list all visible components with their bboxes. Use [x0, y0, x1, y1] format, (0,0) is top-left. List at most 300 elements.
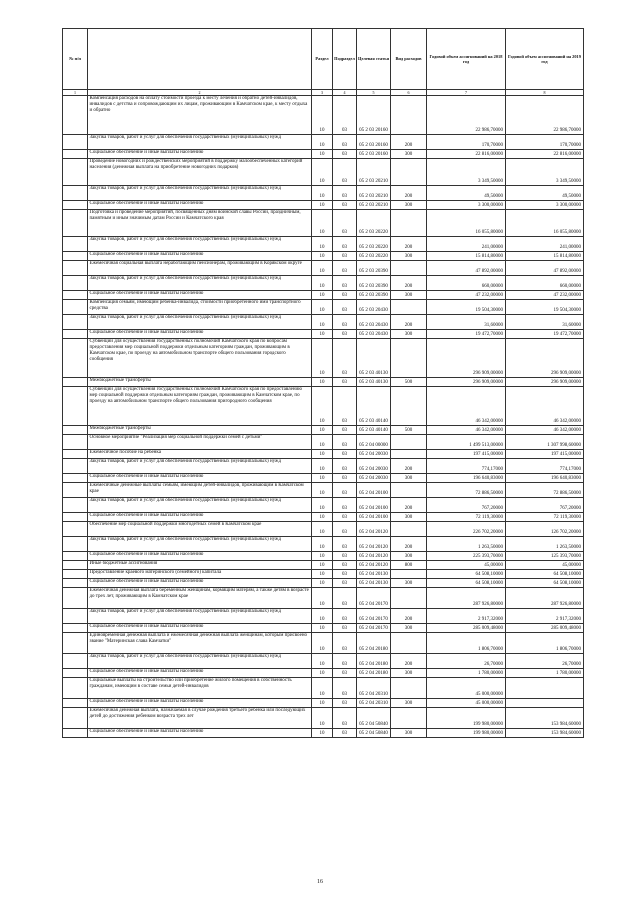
cell-amount-2019: 45,00000 — [506, 561, 584, 570]
cell-name: Закупка товаров, работ и услуг для обеспечения государственных (муниципальных) нужд — [88, 537, 312, 552]
column-number: 8 — [506, 90, 584, 96]
table-row — [63, 426, 584, 435]
cell-expense-type — [391, 339, 427, 378]
table-row — [63, 669, 584, 678]
cell-podrazdel: 03 — [333, 261, 357, 276]
table-row — [63, 570, 584, 579]
cell-number — [63, 708, 88, 729]
cell-podrazdel: 03 — [333, 435, 357, 450]
cell-name: Субвенции для осуществления государственных полномочий Камчатского края по вопросам предоставления мер социальной поддержки отдельным категориям граждан, проживающим в Камчатском крае, по проезду на автомобильном транспорте общего пользования городского сообщения — [88, 339, 312, 378]
cell-target-article: 05 2 03 40130 — [357, 378, 391, 387]
cell-expense-type: 200 — [391, 237, 427, 252]
cell-name: Социальное обеспечение и иные выплаты населению — [88, 624, 312, 633]
cell-razdel: 10 — [312, 159, 333, 186]
cell-number — [63, 201, 88, 210]
cell-expense-type: 200 — [391, 609, 427, 624]
cell-razdel: 10 — [312, 135, 333, 150]
cell-number — [63, 159, 88, 186]
table-row — [63, 474, 584, 483]
cell-amount-2018: 47 892,00000 — [427, 261, 506, 276]
cell-expense-type — [391, 708, 427, 729]
cell-amount-2019: 285 009,48000 — [506, 624, 584, 633]
cell-podrazdel: 03 — [333, 210, 357, 237]
cell-target-article: 05 2 04 20310 — [357, 678, 391, 699]
cell-amount-2018: 287 926,80000 — [427, 588, 506, 609]
cell-expense-type: 200 — [391, 276, 427, 291]
cell-podrazdel: 03 — [333, 570, 357, 579]
cell-target-article: 05 2 04 20170 — [357, 588, 391, 609]
cell-razdel: 10 — [312, 474, 333, 483]
column-number: 4 — [333, 90, 357, 96]
cell-amount-2018: 1 263,50000 — [427, 537, 506, 552]
cell-amount-2019: 170,70000 — [506, 135, 584, 150]
header-amount-2018: Годовой объем ассигнований на 2018 год — [427, 29, 506, 90]
cell-target-article: 05 2 04 20030 — [357, 450, 391, 459]
cell-amount-2018: 64 508,10000 — [427, 579, 506, 588]
cell-name: Подготовка и проведение мероприятий, посвященных дням воинской славы России, праздничным, памятным и иным значимым датам России и Камчатского края — [88, 210, 312, 237]
cell-expense-type — [391, 159, 427, 186]
table-row — [63, 387, 584, 426]
cell-podrazdel: 03 — [333, 159, 357, 186]
table-row — [63, 561, 584, 570]
cell-amount-2018: 767,20000 — [427, 498, 506, 513]
cell-target-article: 05 2 04 50840 — [357, 729, 391, 738]
cell-podrazdel: 03 — [333, 474, 357, 483]
cell-amount-2018: 16 055,80000 — [427, 210, 506, 237]
table-row — [63, 300, 584, 315]
cell-target-article: 05 2 04 20170 — [357, 624, 391, 633]
cell-podrazdel: 03 — [333, 609, 357, 624]
cell-podrazdel: 03 — [333, 135, 357, 150]
cell-amount-2018: 1 806,70000 — [427, 633, 506, 654]
cell-razdel: 10 — [312, 513, 333, 522]
cell-number — [63, 513, 88, 522]
cell-target-article: 05 2 03 20160 — [357, 135, 391, 150]
cell-podrazdel: 03 — [333, 588, 357, 609]
table-row — [63, 261, 584, 276]
cell-target-article: 05 2 04 20100 — [357, 483, 391, 498]
cell-amount-2018: 199 980,00000 — [427, 729, 506, 738]
cell-razdel: 10 — [312, 330, 333, 339]
cell-number — [63, 483, 88, 498]
cell-target-article: 05 2 03 20390 — [357, 276, 391, 291]
cell-expense-type — [391, 387, 427, 426]
cell-number — [63, 186, 88, 201]
cell-name: Социальное обеспечение и иные выплаты населению — [88, 150, 312, 159]
cell-razdel: 10 — [312, 609, 333, 624]
cell-target-article: 05 2 04 20130 — [357, 570, 391, 579]
header-razdel: Раздел — [312, 29, 333, 90]
cell-amount-2018: 296 909,00000 — [427, 378, 506, 387]
cell-podrazdel: 03 — [333, 498, 357, 513]
cell-amount-2018: 22 816,00000 — [427, 150, 506, 159]
table-row — [63, 609, 584, 624]
cell-razdel: 10 — [312, 588, 333, 609]
cell-target-article: 05 2 04 00000 — [357, 435, 391, 450]
cell-name: Основное мероприятие "Реализация мер социальной поддержки семей с детьми" — [88, 435, 312, 450]
cell-amount-2019: 3 349,50000 — [506, 159, 584, 186]
cell-name: Субвенции для осуществления государственных полномочий Камчатского края по предоставлению мер социальной поддержки отдельным категориям граждан, проживающим в Камчатском крае, по проезду на автомобильном транспорте общего пользования пригородного сообщения — [88, 387, 312, 426]
table-row — [63, 252, 584, 261]
cell-amount-2018: 49,50000 — [427, 186, 506, 201]
cell-name: Закупка товаров, работ и услуг для обеспечения государственных (муниципальных) нужд — [88, 459, 312, 474]
cell-razdel: 10 — [312, 96, 333, 135]
cell-number — [63, 339, 88, 378]
cell-amount-2018: 285 009,48000 — [427, 624, 506, 633]
cell-amount-2018: 64 508,10000 — [427, 570, 506, 579]
cell-amount-2018: 199 980,00000 — [427, 708, 506, 729]
cell-name: Ежемесячные денежные выплаты семьям, имеющим детей-инвалидов, проживающим в Камчатском крае — [88, 483, 312, 498]
table-row — [63, 96, 584, 135]
cell-name: Социальное обеспечение и иные выплаты населению — [88, 669, 312, 678]
cell-number — [63, 633, 88, 654]
cell-number — [63, 561, 88, 570]
cell-number — [63, 669, 88, 678]
cell-amount-2018: 660,00000 — [427, 276, 506, 291]
cell-number — [63, 570, 88, 579]
cell-razdel: 10 — [312, 339, 333, 378]
cell-razdel: 10 — [312, 378, 333, 387]
cell-expense-type: 300 — [391, 474, 427, 483]
cell-amount-2019: 2 917,32000 — [506, 609, 584, 624]
cell-amount-2019: 660,00000 — [506, 276, 584, 291]
budget-table-sheet — [62, 28, 583, 738]
table-row — [63, 633, 584, 654]
cell-podrazdel: 03 — [333, 426, 357, 435]
cell-name: Предоставление краевого материнского (семейного) капитала — [88, 570, 312, 579]
cell-amount-2019: 1 806,70000 — [506, 633, 584, 654]
cell-target-article: 05 2 03 20160 — [357, 150, 391, 159]
cell-name: Социальное обеспечение и иные выплаты населению — [88, 291, 312, 300]
cell-name: Межбюджетные трансферты — [88, 426, 312, 435]
cell-target-article: 05 2 03 20430 — [357, 330, 391, 339]
cell-expense-type: 300 — [391, 201, 427, 210]
cell-amount-2019: 22 816,00000 — [506, 150, 584, 159]
cell-razdel: 10 — [312, 252, 333, 261]
cell-podrazdel: 03 — [333, 150, 357, 159]
cell-razdel: 10 — [312, 669, 333, 678]
table-row — [63, 210, 584, 237]
cell-number — [63, 387, 88, 426]
cell-name: Ежемесячная денежная выплата беременным женщинам, кормящим матерям, а также детям в возрасте до трех лет, проживающим в Камчатском крае — [88, 588, 312, 609]
cell-razdel: 10 — [312, 426, 333, 435]
table-row — [63, 729, 584, 738]
cell-amount-2018: 46 342,00000 — [427, 426, 506, 435]
cell-name: Закупка товаров, работ и услуг для обеспечения государственных (муниципальных) нужд — [88, 654, 312, 669]
column-number: 5 — [357, 90, 391, 96]
header-target-article: Целевая статья — [357, 29, 391, 90]
cell-amount-2018: 26,70000 — [427, 654, 506, 669]
column-number: 3 — [312, 90, 333, 96]
header-amount-2019: Годовой объем ассигнований на 2019 год — [506, 29, 584, 90]
cell-podrazdel: 03 — [333, 315, 357, 330]
cell-expense-type: 200 — [391, 135, 427, 150]
table-row — [63, 378, 584, 387]
cell-amount-2018: 72 119,30000 — [427, 513, 506, 522]
cell-podrazdel: 03 — [333, 729, 357, 738]
cell-target-article: 05 2 03 20390 — [357, 291, 391, 300]
cell-amount-2018: 241,00000 — [427, 237, 506, 252]
cell-expense-type: 800 — [391, 561, 427, 570]
cell-name: Социальное обеспечение и иные выплаты населению — [88, 474, 312, 483]
cell-number — [63, 210, 88, 237]
table-row — [63, 435, 584, 450]
cell-podrazdel: 03 — [333, 276, 357, 291]
cell-name: Закупка товаров, работ и услуг для обеспечения государственных (муниципальных) нужд — [88, 315, 312, 330]
cell-amount-2019: 197 415,00000 — [506, 450, 584, 459]
cell-razdel: 10 — [312, 210, 333, 237]
cell-amount-2019: 22 986,70000 — [506, 96, 584, 135]
cell-razdel: 10 — [312, 561, 333, 570]
cell-name: Ежемесячное пособие на ребенка — [88, 450, 312, 459]
cell-razdel: 10 — [312, 708, 333, 729]
table-row — [63, 291, 584, 300]
page-number: 16 — [317, 879, 323, 885]
cell-razdel: 10 — [312, 483, 333, 498]
cell-podrazdel: 03 — [333, 201, 357, 210]
cell-amount-2019: 26,70000 — [506, 654, 584, 669]
cell-amount-2019: 126 702,20000 — [506, 522, 584, 537]
cell-podrazdel: 03 — [333, 561, 357, 570]
cell-number — [63, 498, 88, 513]
cell-name: Компенсация семьям, имеющим ребенка-инвалида, стоимости приобретенного ими транспортного средства — [88, 300, 312, 315]
cell-target-article: 05 2 03 40130 — [357, 339, 391, 378]
cell-target-article: 05 2 04 20120 — [357, 561, 391, 570]
cell-expense-type: 300 — [391, 729, 427, 738]
cell-amount-2019: 46 342,00000 — [506, 426, 584, 435]
cell-amount-2019: 19 472,70000 — [506, 330, 584, 339]
column-number: 6 — [391, 90, 427, 96]
cell-razdel: 10 — [312, 678, 333, 699]
cell-podrazdel: 03 — [333, 237, 357, 252]
cell-number — [63, 624, 88, 633]
table-row — [63, 186, 584, 201]
cell-expense-type: 500 — [391, 426, 427, 435]
cell-expense-type — [391, 450, 427, 459]
cell-name: Компенсация расходов на оплату стоимости проезда к месту лечения и обратно детей-инвалидов, инвалидов с детства и сопровождающим их лицам, проживающим в Камчатском крае, к месту отдыха и обратно — [88, 96, 312, 135]
cell-target-article: 05 2 03 20210 — [357, 159, 391, 186]
cell-number — [63, 588, 88, 609]
cell-razdel: 10 — [312, 150, 333, 159]
cell-razdel: 10 — [312, 387, 333, 426]
cell-podrazdel: 03 — [333, 483, 357, 498]
cell-name: Социальное обеспечение и иные выплаты населению — [88, 579, 312, 588]
cell-target-article: 05 2 04 20180 — [357, 633, 391, 654]
cell-amount-2019: 1 307 998,60000 — [506, 435, 584, 450]
table-row — [63, 513, 584, 522]
cell-amount-2018: 1 499 513,00000 — [427, 435, 506, 450]
cell-expense-type: 200 — [391, 654, 427, 669]
cell-name: Закупка товаров, работ и услуг для обеспечения государственных (муниципальных) нужд — [88, 237, 312, 252]
cell-podrazdel: 03 — [333, 579, 357, 588]
column-number: 1 — [63, 90, 88, 96]
cell-amount-2019: 774,17000 — [506, 459, 584, 474]
table-row — [63, 150, 584, 159]
cell-podrazdel: 03 — [333, 330, 357, 339]
cell-expense-type — [391, 483, 427, 498]
table-row — [63, 654, 584, 669]
cell-expense-type — [391, 210, 427, 237]
cell-target-article: 05 2 04 20170 — [357, 609, 391, 624]
cell-razdel: 10 — [312, 435, 333, 450]
cell-podrazdel: 03 — [333, 459, 357, 474]
cell-name: Единовременная денежная выплата и ежемесячная денежная выплата женщинам, которым присвоено звание "Материнская слава Камчатки" — [88, 633, 312, 654]
cell-expense-type: 300 — [391, 699, 427, 708]
cell-amount-2018: 3 300,00000 — [427, 201, 506, 210]
cell-number — [63, 150, 88, 159]
cell-expense-type: 300 — [391, 291, 427, 300]
cell-expense-type: 200 — [391, 186, 427, 201]
cell-name: Социальное обеспечение и иные выплаты населению — [88, 201, 312, 210]
table-row — [63, 579, 584, 588]
cell-amount-2019: 64 508,10000 — [506, 579, 584, 588]
header-podrazdel: Подраздел — [333, 29, 357, 90]
cell-target-article: 05 2 03 20210 — [357, 186, 391, 201]
cell-target-article: 05 2 04 20030 — [357, 459, 391, 474]
table-row — [63, 678, 584, 699]
cell-number — [63, 291, 88, 300]
cell-amount-2019: 47 232,00000 — [506, 291, 584, 300]
cell-number — [63, 654, 88, 669]
cell-number — [63, 459, 88, 474]
cell-name: Закупка товаров, работ и услуг для обеспечения государственных (муниципальных) нужд — [88, 135, 312, 150]
cell-name: Ежемесячная денежная выплата, назначаемая в случае рождения третьего ребенка или последующих детей до достижения ребенком возраста трех лет — [88, 708, 312, 729]
cell-target-article: 05 2 03 20220 — [357, 252, 391, 261]
cell-razdel: 10 — [312, 570, 333, 579]
cell-amount-2019: 72 119,30000 — [506, 513, 584, 522]
cell-target-article: 05 2 03 20220 — [357, 237, 391, 252]
cell-number — [63, 450, 88, 459]
cell-podrazdel: 03 — [333, 339, 357, 378]
cell-name: Закупка товаров, работ и услуг для обеспечения государственных (муниципальных) нужд — [88, 609, 312, 624]
cell-expense-type: 300 — [391, 513, 427, 522]
cell-number — [63, 522, 88, 537]
cell-amount-2019: 64 508,10000 — [506, 570, 584, 579]
cell-razdel: 10 — [312, 624, 333, 633]
table-body — [63, 96, 584, 738]
cell-razdel: 10 — [312, 552, 333, 561]
cell-podrazdel: 03 — [333, 624, 357, 633]
cell-number — [63, 435, 88, 450]
cell-podrazdel: 03 — [333, 186, 357, 201]
cell-razdel: 10 — [312, 654, 333, 669]
cell-podrazdel: 03 — [333, 300, 357, 315]
cell-target-article: 05 2 04 20120 — [357, 537, 391, 552]
cell-amount-2018: 226 702,20000 — [427, 522, 506, 537]
cell-target-article: 05 2 04 20100 — [357, 498, 391, 513]
cell-podrazdel: 03 — [333, 378, 357, 387]
cell-expense-type — [391, 678, 427, 699]
cell-expense-type — [391, 588, 427, 609]
cell-expense-type: 300 — [391, 624, 427, 633]
cell-razdel: 10 — [312, 459, 333, 474]
cell-amount-2019: 241,00000 — [506, 237, 584, 252]
table-row — [63, 237, 584, 252]
table-row — [63, 552, 584, 561]
cell-amount-2018: 19 504,30000 — [427, 300, 506, 315]
cell-name: Проведение новогодних и рождественских мероприятий в поддержку малообеспеченных категорий населения (денежная выплата на приобретение новогодних подарков) — [88, 159, 312, 186]
table-row — [63, 450, 584, 459]
cell-expense-type: 200 — [391, 537, 427, 552]
cell-amount-2019: 46 342,00000 — [506, 387, 584, 426]
cell-number — [63, 474, 88, 483]
cell-amount-2018: 31,60000 — [427, 315, 506, 330]
cell-razdel: 10 — [312, 201, 333, 210]
table-row — [63, 624, 584, 633]
cell-target-article: 05 2 04 20100 — [357, 513, 391, 522]
cell-number — [63, 276, 88, 291]
cell-amount-2019: 49,50000 — [506, 186, 584, 201]
cell-expense-type: 300 — [391, 552, 427, 561]
cell-razdel: 10 — [312, 729, 333, 738]
cell-amount-2019: 153 984,60000 — [506, 729, 584, 738]
cell-amount-2018: 22 986,70000 — [427, 96, 506, 135]
cell-podrazdel: 03 — [333, 669, 357, 678]
cell-amount-2019: 196 640,83000 — [506, 474, 584, 483]
cell-razdel: 10 — [312, 186, 333, 201]
cell-expense-type — [391, 435, 427, 450]
cell-number — [63, 579, 88, 588]
cell-number — [63, 330, 88, 339]
cell-amount-2018: 46 342,00000 — [427, 387, 506, 426]
cell-amount-2018: 170,70000 — [427, 135, 506, 150]
cell-number — [63, 96, 88, 135]
cell-amount-2018: 2 917,32000 — [427, 609, 506, 624]
cell-amount-2019: 3 300,00000 — [506, 201, 584, 210]
cell-amount-2018: 72 886,50000 — [427, 483, 506, 498]
cell-target-article: 05 2 03 20160 — [357, 96, 391, 135]
cell-target-article: 05 2 03 40140 — [357, 426, 391, 435]
table-row — [63, 201, 584, 210]
cell-expense-type: 300 — [391, 252, 427, 261]
cell-amount-2019: 125 393,70000 — [506, 552, 584, 561]
cell-amount-2019 — [506, 678, 584, 699]
cell-target-article: 05 2 04 20130 — [357, 579, 391, 588]
table-row — [63, 537, 584, 552]
cell-podrazdel: 03 — [333, 708, 357, 729]
cell-podrazdel: 03 — [333, 291, 357, 300]
cell-razdel: 10 — [312, 579, 333, 588]
cell-razdel: 10 — [312, 498, 333, 513]
cell-name: Социальное обеспечение и иные выплаты населению — [88, 699, 312, 708]
cell-amount-2018: 45,00000 — [427, 561, 506, 570]
cell-amount-2018: 296 909,00000 — [427, 339, 506, 378]
cell-number — [63, 135, 88, 150]
cell-expense-type: 300 — [391, 330, 427, 339]
cell-expense-type — [391, 96, 427, 135]
cell-amount-2019: 19 504,30000 — [506, 300, 584, 315]
table-row — [63, 135, 584, 150]
cell-amount-2018: 196 640,83000 — [427, 474, 506, 483]
cell-amount-2019: 287 926,80000 — [506, 588, 584, 609]
cell-expense-type — [391, 300, 427, 315]
cell-razdel: 10 — [312, 522, 333, 537]
cell-amount-2019: 15 814,80000 — [506, 252, 584, 261]
cell-target-article: 05 2 04 20180 — [357, 669, 391, 678]
cell-amount-2018: 774,17000 — [427, 459, 506, 474]
cell-podrazdel: 03 — [333, 537, 357, 552]
cell-expense-type: 200 — [391, 459, 427, 474]
cell-expense-type: 500 — [391, 378, 427, 387]
cell-expense-type: 300 — [391, 669, 427, 678]
cell-number — [63, 261, 88, 276]
cell-podrazdel: 03 — [333, 654, 357, 669]
table-row — [63, 588, 584, 609]
cell-name: Социальное обеспечение и иные выплаты населению — [88, 252, 312, 261]
cell-target-article: 05 2 03 20430 — [357, 300, 391, 315]
cell-target-article: 05 2 04 20030 — [357, 474, 391, 483]
cell-name: Социальное обеспечение и иные выплаты населению — [88, 729, 312, 738]
